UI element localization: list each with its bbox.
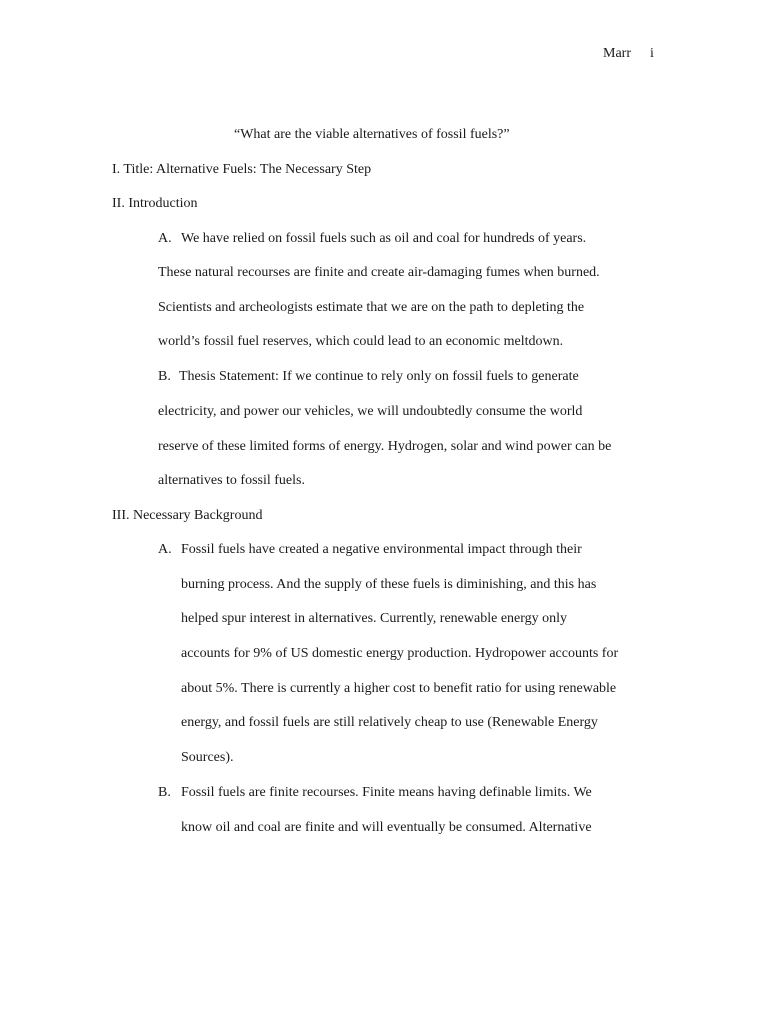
intro-b-line-2: electricity, and power our vehicles, we will undoubtedly consume the world — [158, 404, 583, 419]
intro-a-marker: A. — [158, 231, 172, 246]
background-a-line-1: Fossil fuels have created a negative environmental impact through their — [181, 542, 582, 557]
header-page-number: i — [650, 46, 654, 61]
research-question: “What are the viable alternatives of fossil fuels?” — [234, 127, 510, 142]
background-a-line-6: energy, and fossil fuels are still relatively cheap to use (Renewable Energy — [181, 715, 598, 730]
intro-a-line-1: We have relied on fossil fuels such as oil and coal for hundreds of years. — [181, 231, 587, 246]
intro-b-first-line — [158, 369, 579, 385]
intro-a-line-4: world’s fossil fuel reserves, which could lead to an economic meltdown. — [158, 334, 564, 349]
background-a-line-4: accounts for 9% of US domestic energy production. Hydropower accounts for — [181, 646, 619, 661]
intro-b-line-1: Thesis Statement: If we continue to rely only on fossil fuels to generate — [179, 369, 579, 384]
background-b-line-2: know oil and coal are finite and will eventually be consumed. Alternative — [181, 820, 592, 835]
background-a-line-7: Sources). — [181, 750, 234, 765]
background-a-line-2: burning process. And the supply of these fuels is diminishing, and this has — [181, 577, 597, 592]
background-b-line-1: Fossil fuels are finite recourses. Finite means having definable limits. We — [181, 785, 592, 800]
background-b-marker: B. — [158, 785, 171, 800]
intro-b-line-4: alternatives to fossil fuels. — [158, 473, 305, 488]
intro-a-line-3: Scientists and archeologists estimate that we are on the path to depleting the — [158, 300, 585, 315]
intro-b-marker: B. — [158, 369, 171, 384]
intro-heading: II. Introduction — [112, 196, 198, 211]
intro-b-line-3: reserve of these limited forms of energy. Hydrogen, solar and wind power can be — [158, 439, 612, 454]
outline-title-line: I. Title: Alternative Fuels: The Necessary Step — [112, 162, 372, 177]
header-author: Marr — [603, 46, 631, 61]
intro-a-first-line — [158, 231, 586, 247]
background-heading: III. Necessary Background — [112, 508, 263, 523]
background-a-line-3: helped spur interest in alternatives. Currently, renewable energy only — [181, 611, 568, 626]
background-a-line-5: about 5%. There is currently a higher cost to benefit ratio for using renewable — [181, 681, 617, 696]
intro-a-line-2: These natural recourses are finite and create air-damaging fumes when burned. — [158, 265, 600, 280]
background-a-marker: A. — [158, 542, 172, 557]
